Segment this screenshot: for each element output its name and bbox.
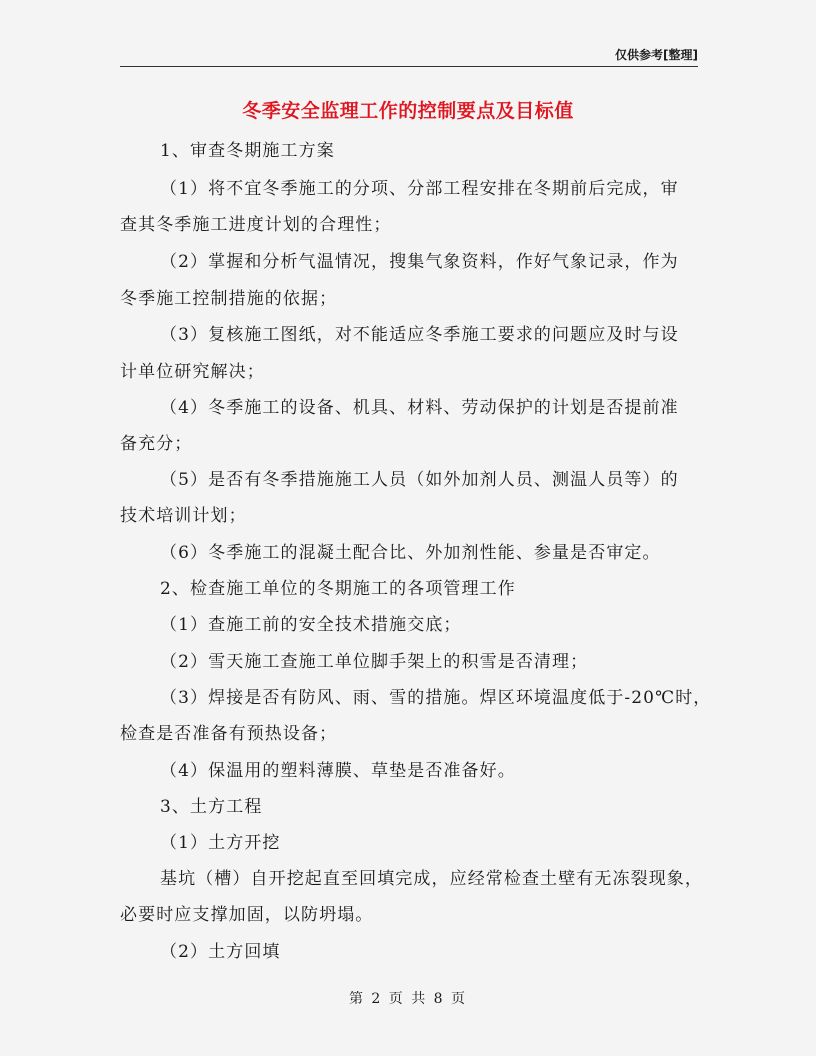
paragraph-line: 冬季施工控制措施的依据； <box>120 289 338 309</box>
section-heading: 3、土方工程 <box>160 797 263 817</box>
paragraph-line: 技术培训计划； <box>120 506 247 526</box>
subsection-heading: （2）土方回填 <box>160 942 281 962</box>
paragraph-line: （1）将不宜冬季施工的分项、分部工程安排在冬期前后完成，审 <box>160 179 679 199</box>
paragraph-line: 基坑（槽）自开挖起直至回填完成，应经常检查土壁有无冻裂现象， <box>160 869 703 889</box>
paragraph-line: 备充分； <box>120 434 193 454</box>
section-heading: 1、审查冬期施工方案 <box>160 141 335 161</box>
paragraph-line: （2）掌握和分析气温情况，搜集气象资料，作好气象记录，作为 <box>160 252 679 272</box>
paragraph-line: （3）复核施工图纸，对不能适应冬季施工要求的问题应及时与设 <box>160 325 679 345</box>
paragraph-line: （5）是否有冬季措施施工人员（如外加剂人员、测温人员等）的 <box>160 470 679 490</box>
section-heading: 2、检查施工单位的冬期施工的各项管理工作 <box>160 579 516 599</box>
subsection-heading: （1）土方开挖 <box>160 833 281 853</box>
paragraph-line: 检查是否准备有预热设备； <box>120 724 338 744</box>
paragraph-line: 必要时应支撑加固，以防坍塌。 <box>120 905 374 925</box>
paragraph-line: （4）冬季施工的设备、机具、材料、劳动保护的计划是否提前准 <box>160 398 679 418</box>
paragraph-line: （4）保温用的塑料薄膜、草垫是否准备好。 <box>160 761 516 781</box>
paragraph-line: （6）冬季施工的混凝土配合比、外加剂性能、参量是否审定。 <box>160 543 661 563</box>
paragraph-line: 查其冬季施工进度计划的合理性； <box>120 215 392 235</box>
paragraph-line: （3）焊接是否有防风、雨、雪的措施。焊区环境温度低于-20℃时， <box>160 688 712 708</box>
page-footer: 第 2 页 共 8 页 <box>348 991 468 1007</box>
document-title: 冬季安全监理工作的控制要点及目标值 <box>242 100 574 122</box>
paragraph-line: （1）查施工前的安全技术措施交底； <box>160 615 462 635</box>
paragraph-line: （2）雪天施工查施工单位脚手架上的积雪是否清理； <box>160 652 589 672</box>
paragraph-line: 计单位研究解决； <box>120 362 265 382</box>
page-header: 仅供参考[整理] <box>120 44 698 67</box>
